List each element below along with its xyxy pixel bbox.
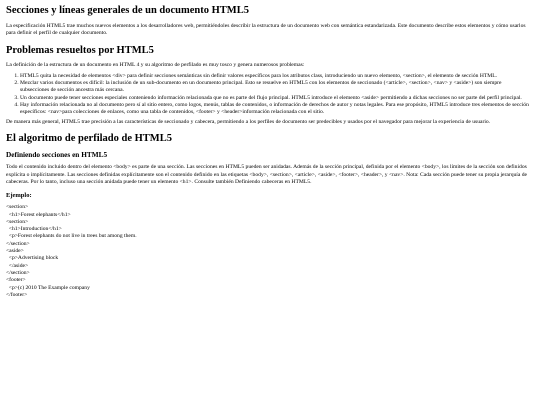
page-title: Secciones y líneas generales de un documento HTML5 <box>6 5 249 16</box>
intro-paragraph: La especificación HTML5 trae muchos nuevos elementos a los desarrolladores web, permitiéndoles describir la estructura de un documento web con semántica estandarizada. Este documento describe estos elementos y cómo usarlos para definir el perfil de cualquier documento. <box>6 23 526 37</box>
defining-paragraph: Todo el contenido incluido dentro del elemento <body> es parte de una sección. Las secciones en HTML5 pueden ser anidadas. Además de la sección principal, definida por el elemento <body>, los límites de la sección son definidos explícita o implícitamente. Las secciones definidas explícitamente son el contenido definido en las etiquetas <body>, <section>, <article>, <aside>, <footer>, <header>, y <nav>. Nota: Cada sección puede tener su propia jerarquía de cabeceras. Por lo tanto, incluso una sección anidada puede tener un elemento <h1>. Consulte también Definiendo cabeceras en HTML5. <box>6 164 528 185</box>
list-item: 2. Mezclar varios documentos es difícil: la inclusión de un sub-documento en un documento principal. Esto se resuelve en HTML5 con los elementos de seccionado (<article>, <section>, <nav> y <aside>) son siempre subsecciones de sección ancestra más cercana. <box>20 80 530 94</box>
subsection-heading-defining: Definiendo secciones en HTML5 <box>6 150 108 160</box>
problems-lead: La definición de la estructura de un documento en HTML 4 y su algoritmo de perfilado es muy tosco y genera numerosos problemas: <box>6 61 305 68</box>
list-item: 3. Un documento puede tener secciones especiales conteniendo información relacionada que no es parte del flujo principal. HTML5 introduce el elemento <aside> permitiendo a dichas secciones no ser parte del perfil principal. <box>20 95 530 102</box>
list-item: 4. Hay información relacionada no al documento pero sí al sitio entero, como logos, menús, tablas de contenidos, o información de derechos de autor y notas legales. Para ese propósito, HTML5 introduce tres elementos de sección específicos: <nav>para colecciones de enlaces, como una tabla de contenidos, <footer> y <header>información relacionada con el sitio. <box>20 102 530 116</box>
problems-list <box>6 73 530 116</box>
section-heading-algorithm: El algoritmo de perfilado de HTML5 <box>6 133 172 145</box>
example-label: Ejemplo: <box>6 192 32 200</box>
problems-closing: De manera más general, HTML5 trae precisión a las características de seccionado y cabecera, permitiendo a los perfiles de documento ser predecibles y usados por el navegador para mejorar la experiencia de usuario. <box>6 119 491 126</box>
code-example: <section> <h1>Forest elephants</h1> <section> <h1>Introduction</h1> <p>Forest elephants do not live in trees but among them. </section> <aside> <p>Advertising block </aside> </section> <footer> <p>(c) 2010 The Example company </footer> <box>6 204 137 298</box>
list-item: 1. HTML5 quita la necesidad de elementos <div> para definir secciones semánticas sin definir valores específicos para los atributos class, introduciendo un nuevo elemento, <section>, el elemento de sección HTML. <box>20 73 530 80</box>
section-heading-problems: Problemas resueltos por HTML5 <box>6 44 154 56</box>
